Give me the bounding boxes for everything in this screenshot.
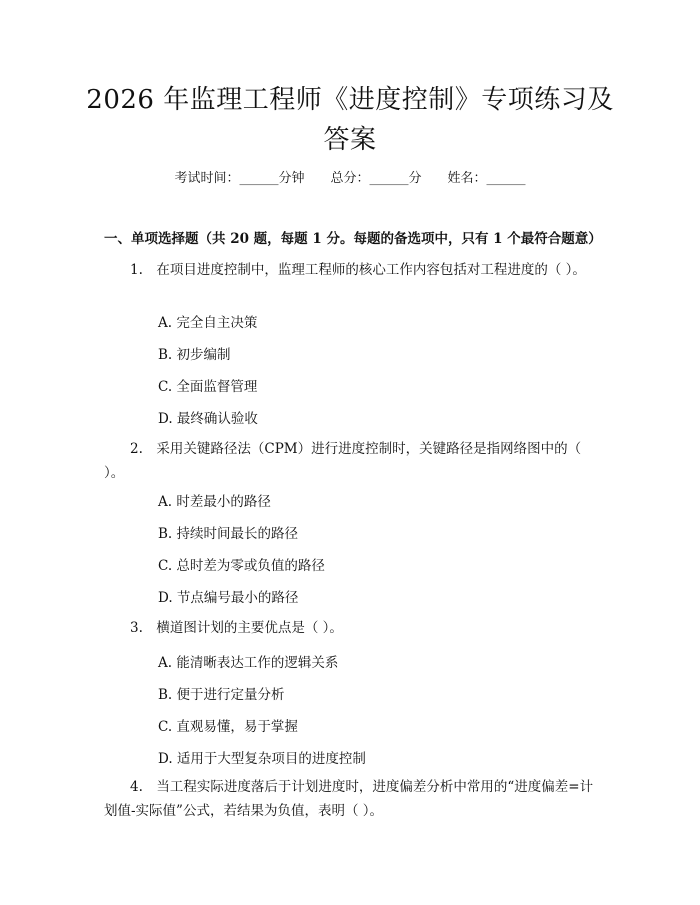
title-line-1: 2026 年监理工程师《进度控制》专项练习及 [86,85,614,115]
question-1: 1. 在项目进度控制中，监理工程师的核心工作内容包括对工程进度的（ ）。 [130,262,586,278]
exam-meta-line: 考试时间：______分钟 总分：______分 姓名：______ [174,171,526,186]
section-heading: 一、单项选择题（共 20 题，每题 1 分。每题的备选项中，只有 1 个最符合题意） [104,231,602,247]
question-2-option-d: D. 节点编号最小的路径 [158,590,299,606]
question-2: 2. 采用关键路径法（CPM）进行进度控制时，关键路径是指网络图中的（ ）。 [104,441,582,481]
question-3-option-c: C. 直观易懂，易于掌握 [158,719,298,735]
question-2-option-c: C. 总时差为零或负值的路径 [158,558,325,574]
title-line-2: 答案 [323,125,377,155]
question-2-option-a: A. 时差最小的路径 [158,494,271,510]
question-4: 4. 当工程实际进度落后于计划进度时，进度偏差分析中常用的“进度偏差=计划值-实际值”公式，若结果为负值，表明（ ）。 [104,779,594,819]
question-3: 3. 横道图计划的主要优点是（ ）。 [130,620,343,636]
question-3-option-b: B. 便于进行定量分析 [158,687,285,703]
document-title [60,80,640,160]
question-1-option-b: B. 初步编制 [158,347,231,363]
question-3-option-d: D. 适用于大型复杂项目的进度控制 [158,751,366,767]
question-3-option-a: A. 能清晰表达工作的逻辑关系 [158,655,339,671]
question-2-option-b: B. 持续时间最长的路径 [158,526,299,542]
question-1-option-a: A. 完全自主决策 [158,315,258,331]
question-1-option-d: D. 最终确认验收 [158,411,258,427]
question-1-option-c: C. 全面监督管理 [158,379,258,395]
